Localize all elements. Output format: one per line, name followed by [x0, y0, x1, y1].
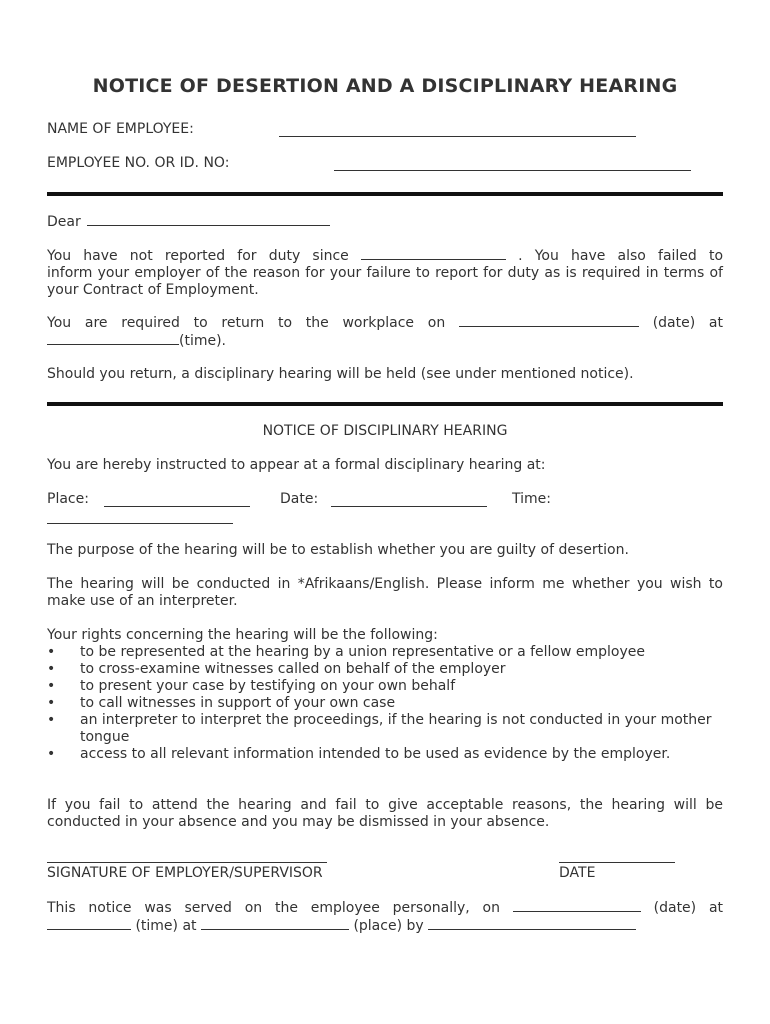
served-place-label: (place) by [353, 918, 424, 934]
list-item [47, 695, 723, 712]
bullet-icon: • [47, 712, 56, 728]
bullet-icon: • [47, 695, 56, 711]
divider-thick-1 [47, 192, 723, 196]
signature-date-blank[interactable] [559, 850, 675, 863]
signature-blank[interactable] [47, 850, 327, 863]
return-paragraph [47, 314, 723, 350]
rights-list [47, 644, 723, 763]
not-reported-line-1 [47, 247, 723, 265]
bullet-icon: • [47, 661, 56, 677]
salutation [47, 213, 330, 231]
bullet-icon: • [47, 746, 56, 762]
return-time-label: (time). [179, 333, 227, 349]
section-title: NOTICE OF DISCIPLINARY HEARING [262, 423, 508, 439]
employee-id-blank[interactable] [334, 158, 691, 171]
document-title: NOTICE OF DESERTION AND A DISCIPLINARY HEARING [92, 75, 678, 97]
purpose-text: The purpose of the hearing will be to establish whether you are guilty of desertion. [47, 542, 629, 558]
employee-name-blank[interactable] [279, 124, 636, 137]
date-blank[interactable] [331, 494, 487, 507]
date-label: Date: [280, 491, 319, 507]
served-date-blank[interactable] [513, 899, 641, 912]
rights-intro: Your rights concerning the hearing will be the following: [47, 627, 438, 643]
time-blank[interactable] [47, 511, 233, 524]
dear-label: Dear [47, 214, 81, 230]
list-item [47, 678, 723, 695]
fail-notice-text: If you fail to attend the hearing and fail to give acceptable reasons, the hearing will be conducted in your absence and you may be dismissed in your absence. [47, 797, 723, 830]
served-time-blank[interactable] [47, 917, 131, 930]
since-date-blank[interactable] [361, 247, 506, 260]
return-line-1 [47, 314, 723, 332]
right-text: to cross-examine witnesses called on behalf of the employer [80, 661, 506, 677]
dear-blank[interactable] [87, 213, 330, 226]
list-item [47, 746, 723, 763]
served-text: This notice was served on the employee personally, on [47, 900, 501, 916]
served-by-blank[interactable] [428, 917, 636, 930]
bullet-icon: • [47, 644, 56, 660]
served-line-1 [47, 899, 723, 917]
not-reported-rest: inform your employer of the reason for your failure to report for duty as is required in terms of your Contract of Employment. [47, 265, 723, 298]
not-reported-paragraph [47, 247, 723, 299]
return-text: You are required to return to the workplace on [47, 315, 446, 331]
served-place-blank[interactable] [201, 917, 349, 930]
right-text: an interpreter to interpret the proceedings, if the hearing is not conducted in your mother tongue [80, 712, 712, 745]
language-text: The hearing will be conducted in *Afrikaans/English. Please inform me whether you wish to make use of an interpreter. [47, 576, 723, 609]
time-label: Time: [512, 491, 551, 507]
place-blank[interactable] [104, 494, 250, 507]
employee-id-label: EMPLOYEE NO. OR ID. NO: [47, 155, 230, 171]
signature-date-label: DATE [559, 865, 596, 881]
not-reported-text: You have not reported for duty since [47, 248, 349, 264]
should-return-text: Should you return, a disciplinary hearing will be held (see under mentioned notice). [47, 366, 634, 382]
list-item [47, 661, 723, 678]
bullet-icon: • [47, 678, 56, 694]
employee-name-label: NAME OF EMPLOYEE: [47, 121, 194, 137]
served-date-label: (date) at [653, 900, 724, 916]
failed-text: . You have also failed to [518, 248, 724, 264]
served-paragraph [47, 899, 723, 935]
divider-thick-2 [47, 402, 723, 406]
instruct-text: You are hereby instructed to appear at a formal disciplinary hearing at: [47, 457, 546, 473]
list-item [47, 644, 723, 661]
served-time-label: (time) at [135, 918, 197, 934]
list-item [47, 712, 723, 746]
place-label: Place: [47, 491, 89, 507]
return-date-blank[interactable] [459, 314, 639, 327]
return-time-blank[interactable] [47, 332, 179, 345]
right-text: to be represented at the hearing by a union representative or a fellow employee [80, 644, 646, 660]
return-date-label: (date) at [652, 315, 724, 331]
right-text: to call witnesses in support of your own case [80, 695, 396, 711]
signature-label: SIGNATURE OF EMPLOYER/SUPERVISOR [47, 865, 323, 881]
right-text: to present your case by testifying on your own behalf [80, 678, 456, 694]
right-text: access to all relevant information intended to be used as evidence by the employer. [80, 746, 671, 762]
